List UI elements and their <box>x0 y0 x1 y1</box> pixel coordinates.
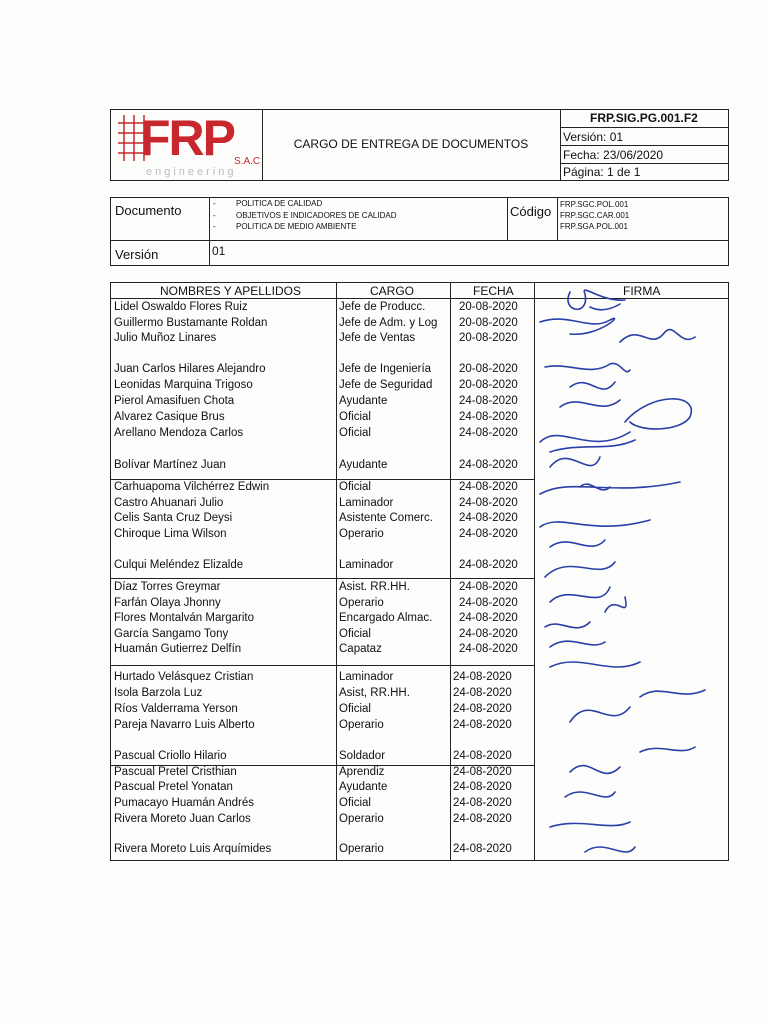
signature <box>550 822 630 827</box>
signature <box>620 330 695 342</box>
signature <box>570 707 630 722</box>
row-cargo: Operario <box>339 813 384 825</box>
row-cargo: Oficial <box>339 703 371 715</box>
signature <box>540 432 635 452</box>
row-name: Pascual Pretel Cristhian <box>114 766 237 778</box>
row-name: Pierol Amasifuen Chota <box>114 395 235 407</box>
signature <box>585 847 635 852</box>
row-cargo: Encargado Almac. <box>339 612 433 624</box>
row-cargo: Oficial <box>339 628 371 640</box>
document-item: POLITICA DE CALIDAD <box>236 199 323 208</box>
documento-label: Documento <box>115 203 182 218</box>
row-cargo: Operario <box>339 719 384 731</box>
code-item: FRP.SGC.CAR.001 <box>560 211 630 220</box>
row-fecha: 24-08-2020 <box>459 497 518 509</box>
signature <box>640 690 705 697</box>
row-fecha: 20-08-2020 <box>459 317 518 329</box>
document-item: OBJETIVOS E INDICADORES DE CALIDAD <box>236 211 397 220</box>
codigo-label: Código <box>510 204 552 219</box>
row-name: Pascual Criollo Hilario <box>114 750 227 762</box>
signature <box>550 662 640 667</box>
row-name: Castro Ahuanari Julio <box>114 497 224 509</box>
logo-subtitle: engineering <box>146 166 237 178</box>
signature <box>560 400 620 407</box>
row-cargo: Jefe de Producc. <box>339 301 426 313</box>
version-label: Versión <box>115 247 159 262</box>
signatures-column <box>530 282 730 882</box>
row-cargo: Jefe de Ingeniería <box>339 363 432 375</box>
row-fecha: 20-08-2020 <box>459 332 518 344</box>
row-fecha: 24-08-2020 <box>453 671 512 683</box>
row-cargo: Asist, RR.HH. <box>339 687 410 699</box>
row-name: Carhuapoma Vilchérrez Edwin <box>114 481 270 493</box>
row-name: Díaz Torres Greymar <box>114 581 221 593</box>
row-name: Guillermo Bustamante Roldan <box>114 317 268 329</box>
row-fecha: 24-08-2020 <box>459 597 518 609</box>
signature <box>545 562 615 577</box>
col-header-firma: FIRMA <box>623 284 661 298</box>
row-fecha: 20-08-2020 <box>459 379 518 391</box>
row-cargo: Laminador <box>339 497 394 509</box>
row-cargo: Asistente Comerc. <box>339 512 433 524</box>
signature <box>625 399 691 429</box>
row-cargo: Jefe de Adm. y Log <box>339 317 438 329</box>
row-name: Celis Santa Cruz Deysi <box>114 512 233 524</box>
row-fecha: 24-08-2020 <box>453 843 512 855</box>
signature <box>550 587 610 602</box>
form-code: FRP.SIG.PG.001.F2 <box>590 111 698 125</box>
row-fecha: 24-08-2020 <box>459 528 518 540</box>
signature <box>550 641 605 647</box>
form-version: Versión: 01 <box>563 130 624 144</box>
row-cargo: Ayudante <box>339 781 388 793</box>
document-item: POLITICA DE MEDIO AMBIENTE <box>236 222 357 231</box>
row-fecha: 24-08-2020 <box>459 559 518 571</box>
row-fecha: 24-08-2020 <box>453 813 512 825</box>
row-fecha: 24-08-2020 <box>453 719 512 731</box>
row-cargo: Jefe de Ventas <box>339 332 416 344</box>
row-name: Pareja Navarro Luis Alberto <box>114 719 255 731</box>
row-fecha: 24-08-2020 <box>459 628 518 640</box>
row-name: Pumacayo Huamán Andrés <box>114 797 254 809</box>
row-fecha: 24-08-2020 <box>453 750 512 762</box>
row-fecha: 24-08-2020 <box>459 612 518 624</box>
row-name: Hurtado Velásquez Cristian <box>114 671 254 683</box>
signature <box>570 766 620 774</box>
signature <box>545 622 590 628</box>
signature <box>570 382 615 389</box>
form-date: Fecha: 23/06/2020 <box>563 148 664 162</box>
row-cargo: Oficial <box>339 411 371 423</box>
row-name: Bolívar Martínez Juan <box>114 459 226 471</box>
row-fecha: 20-08-2020 <box>459 301 518 313</box>
row-cargo: Jefe de Seguridad <box>339 379 433 391</box>
form-page: Página: 1 de 1 <box>563 165 641 179</box>
signature <box>550 457 600 467</box>
row-name: Isola Barzola Luz <box>114 687 203 699</box>
row-name: Ríos Valderrama Yerson <box>114 703 238 715</box>
row-fecha: 24-08-2020 <box>459 643 518 655</box>
row-cargo: Operario <box>339 597 384 609</box>
row-name: Huamán Gutierrez Delfín <box>114 643 242 655</box>
row-cargo: Ayudante <box>339 395 388 407</box>
row-name: Lidel Oswaldo Flores Ruiz <box>114 301 248 313</box>
col-header-nombres: NOMBRES Y APELLIDOS <box>160 284 301 298</box>
logo-sac: S.A.C <box>234 156 261 167</box>
signature <box>640 747 695 752</box>
row-fecha: 24-08-2020 <box>459 581 518 593</box>
logo-text: FRP <box>140 110 234 166</box>
signature <box>540 520 650 527</box>
signature <box>568 290 625 310</box>
code-item: FRP.SGA.POL.001 <box>560 222 628 231</box>
signature <box>550 540 605 547</box>
row-name: Juan Carlos Hilares Alejandro <box>114 363 266 375</box>
row-name: Culqui Meléndez Elizalde <box>114 559 244 571</box>
row-name: García Sangamo Tony <box>114 628 229 640</box>
row-fecha: 24-08-2020 <box>459 427 518 439</box>
row-name: Chiroque Lima Wilson <box>114 528 227 540</box>
row-cargo: Asist. RR.HH. <box>339 581 410 593</box>
signature <box>540 318 614 334</box>
row-fecha: 24-08-2020 <box>459 512 518 524</box>
row-name: Alvarez Casique Brus <box>114 411 225 423</box>
row-cargo: Soldador <box>339 750 386 762</box>
row-cargo: Laminador <box>339 559 394 571</box>
row-name: Julio Muñoz Linares <box>114 332 217 344</box>
row-name: Flores Montalván Margarito <box>114 612 254 624</box>
document-title: CARGO DE ENTREGA DE DOCUMENTOS <box>293 137 529 151</box>
row-cargo: Laminador <box>339 671 394 683</box>
row-cargo: Oficial <box>339 481 371 493</box>
row-cargo: Operario <box>339 843 384 855</box>
code-item: FRP.SGC.POL.001 <box>560 200 629 209</box>
signature <box>545 363 630 371</box>
row-cargo: Aprendiz <box>339 766 385 778</box>
col-header-fecha: FECHA <box>473 284 514 298</box>
doc-info-box <box>110 197 729 266</box>
row-fecha: 24-08-2020 <box>459 481 518 493</box>
row-name: Leonidas Marquina Trigoso <box>114 379 253 391</box>
signature <box>605 597 626 612</box>
row-fecha: 24-08-2020 <box>459 395 518 407</box>
row-fecha: 24-08-2020 <box>459 459 518 471</box>
row-fecha: 24-08-2020 <box>459 411 518 423</box>
row-fecha: 24-08-2020 <box>453 687 512 699</box>
row-fecha: 24-08-2020 <box>453 703 512 715</box>
row-fecha: 24-08-2020 <box>453 766 512 778</box>
row-fecha: 24-08-2020 <box>453 781 512 793</box>
col-header-cargo: CARGO <box>370 284 415 298</box>
row-name: Pascual Pretel Yonatan <box>114 781 233 793</box>
row-cargo: Ayudante <box>339 459 388 471</box>
row-cargo: Oficial <box>339 427 371 439</box>
row-cargo: Capataz <box>339 643 382 655</box>
row-cargo: Operario <box>339 528 384 540</box>
signature <box>565 792 615 797</box>
row-name: Arellano Mendoza Carlos <box>114 427 244 439</box>
row-name: Rivera Moreto Juan Carlos <box>114 813 251 825</box>
row-name: Farfán Olaya Jhonny <box>114 597 221 609</box>
row-cargo: Oficial <box>339 797 371 809</box>
version-value: 01 <box>212 244 226 258</box>
signature <box>540 482 680 494</box>
row-fecha: 20-08-2020 <box>459 363 518 375</box>
row-name: Rivera Moreto Luis Arquímides <box>114 843 272 855</box>
row-fecha: 24-08-2020 <box>453 797 512 809</box>
